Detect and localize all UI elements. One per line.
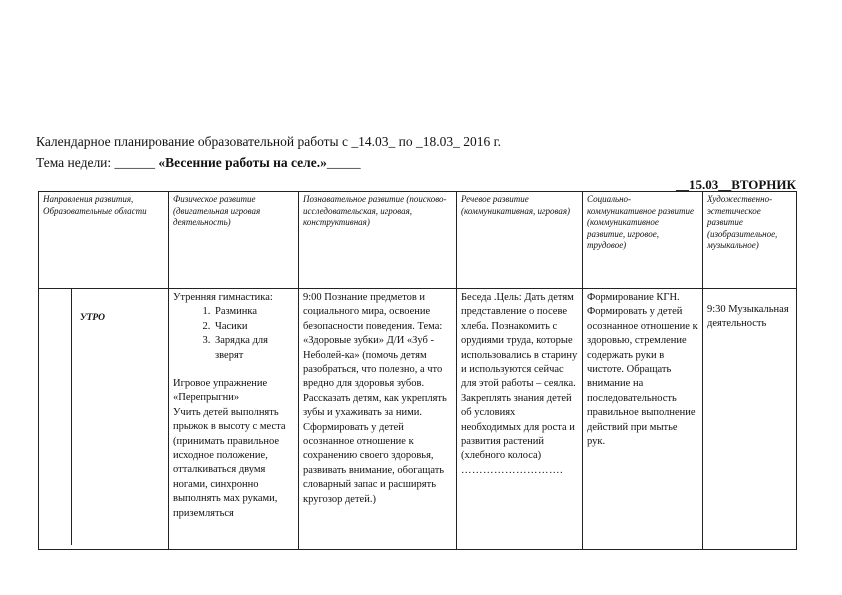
cognitive-text: 9:00 Познание предметов и социального мира, освоение безопасности поведения. Тема: «Здоровые зубки» Д/И «Зуб - Неболей-ка» (помочь детям разобраться, что полезно, а что вредно для здоровья зубов. Рассказать детям, как укреплять зубы и ухаживать за ними. Сформировать у детей осознанное отношение к сохранению своего здоровья, развивать внимание, обогащать словарный запас и расширять кругозор детей.): [303, 292, 447, 505]
speech-cell: [457, 289, 583, 550]
time-label: УТРО: [80, 313, 105, 323]
table-row-morning: [39, 289, 797, 550]
list-item: 2. Часики: [213, 320, 294, 334]
week-theme-prefix: Тема недели: ______: [36, 155, 159, 170]
document-title: Календарное планирование образовательной работы с _14.03_ по _18.03_ 2016 г.: [36, 134, 501, 149]
header-physical: Физическое развитие (двигательная игровая деятельность): [169, 192, 299, 289]
header-art: Художественно-эстетическое развитие (изобразительное, музыкальное): [703, 192, 797, 289]
art-cell: [703, 289, 797, 550]
game-title: Игровое упражнение «Перепрыгни»: [173, 378, 268, 404]
table-header-row: [39, 192, 797, 289]
header-speech: Речевое развитие (коммуникативная, игровая): [457, 192, 583, 289]
art-text: 9:30 Музыкальная деятельность: [707, 304, 789, 330]
speech-text: Беседа .Цель: Дать детям представление о посеве хлеба. Познакомить с орудиями труда, которые использовались в старину и используются сейчас для этой работы – сеялка. Закреплять знания детей об условиях необходимых для роста и развития растений (хлебного колоса): [461, 292, 578, 462]
week-theme: [36, 155, 361, 171]
exercise-list: [173, 305, 294, 363]
list-item: 1. Разминка: [213, 305, 294, 319]
social-text: Формирование КГН. Формировать у детей осознанное отношение к здоровью, стремление содержать руки в чистоте. Обращать внимание на последовательность правильное выполнение действий при мытье рук.: [587, 292, 698, 448]
header-cognitive: Познавательное развитие (поисково-исследовательская, игровая, конструктивная): [299, 192, 457, 289]
physical-cell: [169, 289, 299, 550]
time-label-cell: [72, 289, 105, 549]
cognitive-cell: [299, 289, 457, 550]
time-cell: [39, 289, 169, 550]
game-text: Учить детей выполнять прыжок в высоту с места (принимать правильное исходное положение, отталкиваться двумя ногами, синхронно выполнять мах руками, приземляться: [173, 406, 286, 519]
day-label: __15.03__ВТОРНИК: [676, 177, 796, 192]
physical-intro: Утренняя гимнастика:: [173, 292, 273, 303]
speech-dots: ……………………….: [461, 464, 564, 476]
planning-table: [38, 191, 797, 550]
week-theme-value: «Весенние работы на селе.»: [158, 155, 327, 170]
header-social: Социально-коммуникативное развитие (коммуникативное развитие, игровое, трудовое): [583, 192, 703, 289]
week-theme-suffix: _____: [326, 155, 361, 170]
list-item: 3. Зарядка для зверят: [213, 334, 294, 363]
social-cell: [583, 289, 703, 550]
header-directions: Направления развития, Образовательные области: [39, 192, 169, 289]
gap-column: [39, 289, 72, 545]
